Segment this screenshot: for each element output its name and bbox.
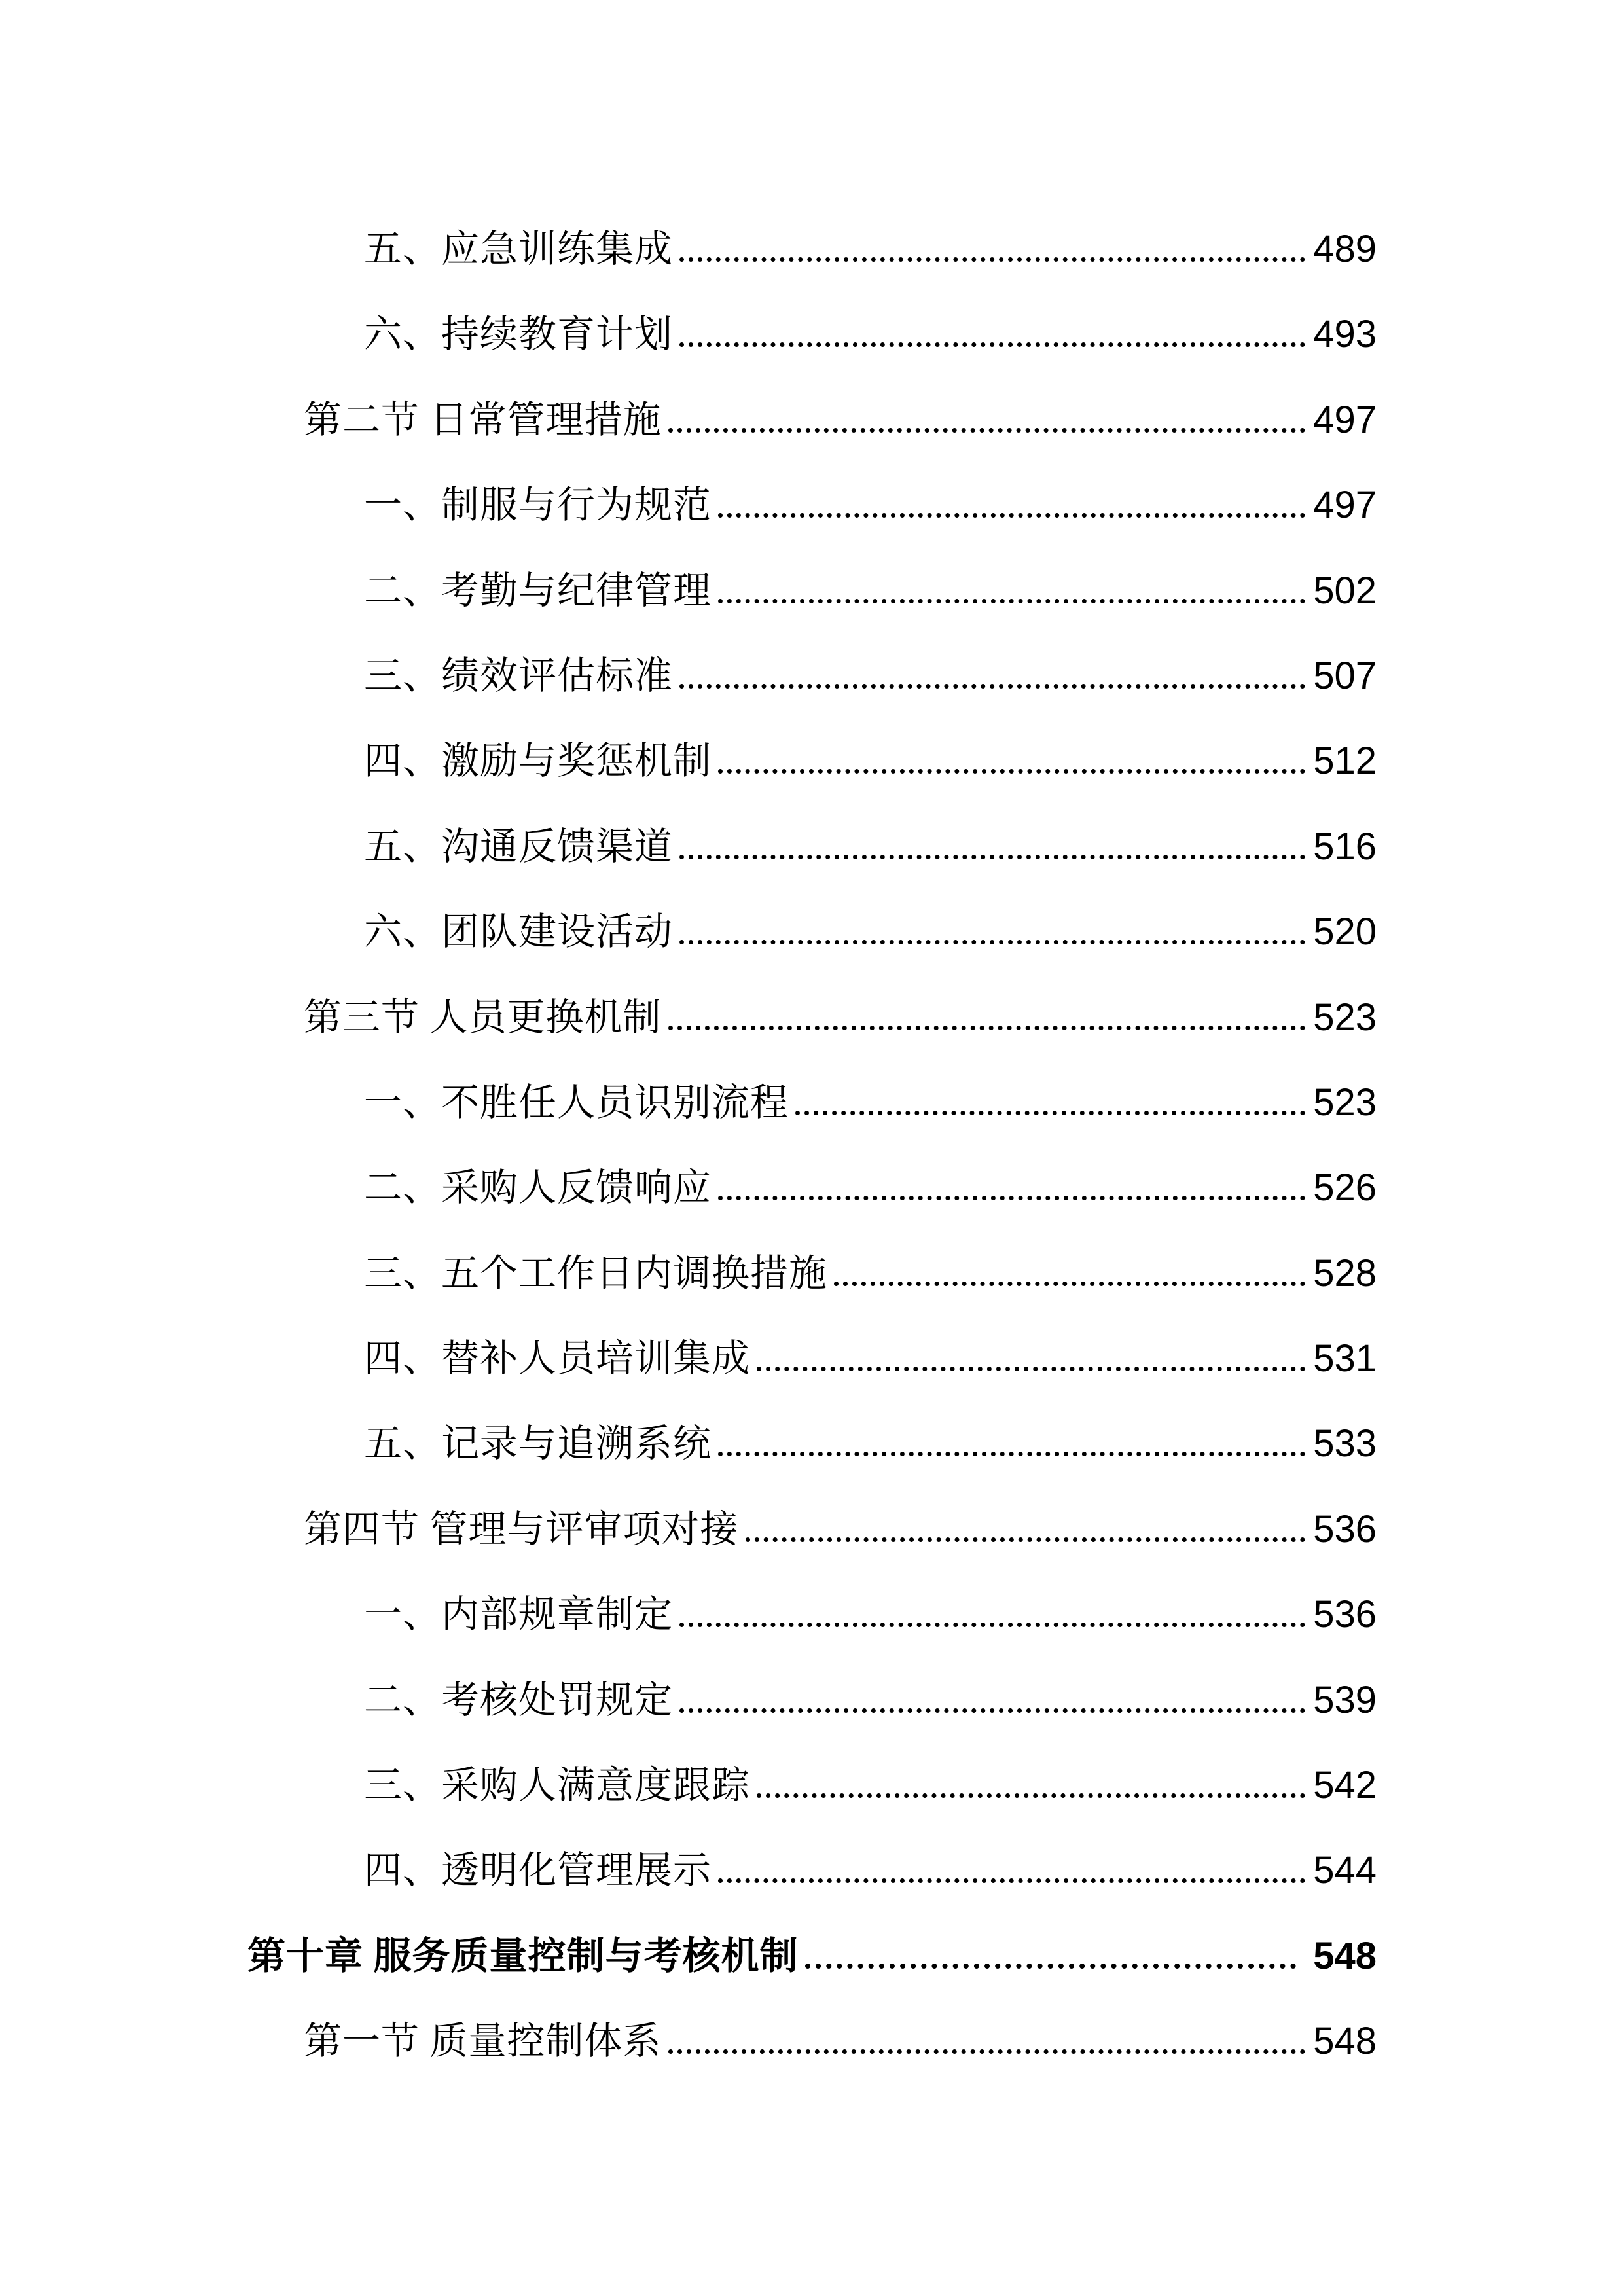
- toc-entry-page-number: 526: [1313, 1166, 1377, 1210]
- dot-leader: [679, 684, 1305, 689]
- toc-entry-title: 一、不胜任人员识别流程: [364, 1081, 789, 1124]
- toc-entry[interactable]: [247, 303, 1377, 388]
- dot-leader: [834, 1282, 1305, 1286]
- dot-leader: [718, 1878, 1305, 1883]
- toc-entry[interactable]: [247, 218, 1377, 303]
- toc-entry-title: 三、采购人满意度跟踪: [364, 1764, 751, 1807]
- dot-leader: [795, 1111, 1305, 1115]
- toc-entry-page-number: 544: [1313, 1849, 1377, 1892]
- toc-entry-title: 三、五个工作日内调换措施: [364, 1251, 828, 1295]
- toc-entry-page-number: 523: [1313, 996, 1377, 1039]
- toc-entry-title: 第十章 服务质量控制与考核机制: [247, 1934, 799, 1977]
- toc-entry[interactable]: [247, 645, 1377, 730]
- dot-leader: [679, 855, 1305, 859]
- toc-entry-title: 六、持续教育计划: [364, 313, 674, 356]
- dot-leader: [668, 1026, 1306, 1030]
- dot-leader: [679, 1623, 1305, 1627]
- toc-entry-page-number: 516: [1313, 825, 1377, 868]
- toc-entry-page-number: 520: [1313, 910, 1377, 954]
- toc-entry-page-number: 548: [1313, 2020, 1377, 2063]
- toc-entry-title: 二、考勤与纪律管理: [364, 569, 712, 612]
- toc-entry-title: 第一节 质量控制体系: [304, 2020, 662, 2063]
- toc-entry[interactable]: [247, 2010, 1377, 2095]
- toc-entry-title: 五、应急训练集成: [364, 228, 674, 270]
- toc-entry-page-number: 548: [1313, 1934, 1377, 1977]
- toc-entry-title: 四、替补人员培训集成: [364, 1337, 751, 1380]
- toc-entry-title: 第二节 日常管理措施: [304, 398, 662, 441]
- toc-entry[interactable]: [247, 816, 1377, 901]
- dot-leader: [679, 342, 1305, 347]
- toc-entry[interactable]: [247, 901, 1377, 986]
- toc-entry-title: 三、绩效评估标准: [364, 654, 674, 697]
- toc-entry[interactable]: [247, 1669, 1377, 1754]
- dot-leader: [718, 769, 1305, 774]
- toc-entry-page-number: 493: [1313, 313, 1377, 356]
- toc-entry[interactable]: [247, 389, 1377, 474]
- toc-entry-title: 第四节 管理与评审项对接: [304, 1507, 739, 1551]
- dot-leader: [805, 1964, 1297, 1969]
- toc-entry-page-number: 523: [1313, 1081, 1377, 1124]
- toc-entry[interactable]: [247, 1925, 1377, 2010]
- toc-entry-title: 四、激励与奖惩机制: [364, 740, 712, 783]
- toc-entry-page-number: 489: [1313, 228, 1377, 270]
- dot-leader: [757, 1793, 1305, 1798]
- toc-entry-title: 五、记录与追溯系统: [364, 1422, 712, 1465]
- toc-entry[interactable]: [247, 1071, 1377, 1157]
- toc-entry-page-number: 542: [1313, 1764, 1377, 1807]
- dot-leader: [679, 940, 1305, 944]
- toc-entry-page-number: 502: [1313, 569, 1377, 612]
- toc-entry-title: 五、沟通反馈渠道: [364, 825, 674, 868]
- toc-entry-title: 第三节 人员更换机制: [304, 996, 662, 1039]
- dot-leader: [757, 1367, 1305, 1371]
- dot-leader: [718, 1452, 1305, 1456]
- toc-entry-page-number: 507: [1313, 654, 1377, 697]
- toc: [247, 218, 1377, 2096]
- toc-entry[interactable]: [247, 1242, 1377, 1327]
- toc-entry[interactable]: [247, 1412, 1377, 1498]
- toc-entry[interactable]: [247, 1498, 1377, 1583]
- toc-entry[interactable]: [247, 1754, 1377, 1839]
- toc-entry[interactable]: [247, 1157, 1377, 1242]
- toc-entry-page-number: 531: [1313, 1337, 1377, 1380]
- toc-entry[interactable]: [247, 474, 1377, 559]
- toc-entry-title: 四、透明化管理展示: [364, 1849, 712, 1892]
- dot-leader: [668, 428, 1306, 433]
- toc-entry-page-number: 497: [1313, 398, 1377, 441]
- toc-entry-page-number: 539: [1313, 1678, 1377, 1721]
- dot-leader: [718, 1196, 1305, 1200]
- toc-entry-page-number: 533: [1313, 1422, 1377, 1465]
- dot-leader: [679, 257, 1305, 262]
- toc-entry-title: 二、采购人反馈响应: [364, 1166, 712, 1210]
- dot-leader: [668, 2049, 1306, 2054]
- toc-entry-title: 六、团队建设活动: [364, 910, 674, 954]
- toc-entry-page-number: 512: [1313, 740, 1377, 783]
- dot-leader: [679, 1708, 1305, 1713]
- toc-entry-page-number: 497: [1313, 484, 1377, 527]
- toc-entry-page-number: 528: [1313, 1251, 1377, 1295]
- toc-entry[interactable]: [247, 560, 1377, 645]
- toc-entry-title: 二、考核处罚规定: [364, 1678, 674, 1721]
- dot-leader: [718, 599, 1305, 603]
- toc-entry[interactable]: [247, 986, 1377, 1071]
- toc-entry-title: 一、内部规章制定: [364, 1593, 674, 1636]
- toc-entry[interactable]: [247, 730, 1377, 815]
- toc-entry[interactable]: [247, 1583, 1377, 1668]
- toc-entry-title: 一、制服与行为规范: [364, 484, 712, 527]
- dot-leader: [746, 1537, 1306, 1542]
- toc-entry-page-number: 536: [1313, 1507, 1377, 1551]
- toc-entry-page-number: 536: [1313, 1593, 1377, 1636]
- toc-entry[interactable]: [247, 1839, 1377, 1924]
- dot-leader: [718, 513, 1305, 518]
- toc-entry[interactable]: [247, 1327, 1377, 1412]
